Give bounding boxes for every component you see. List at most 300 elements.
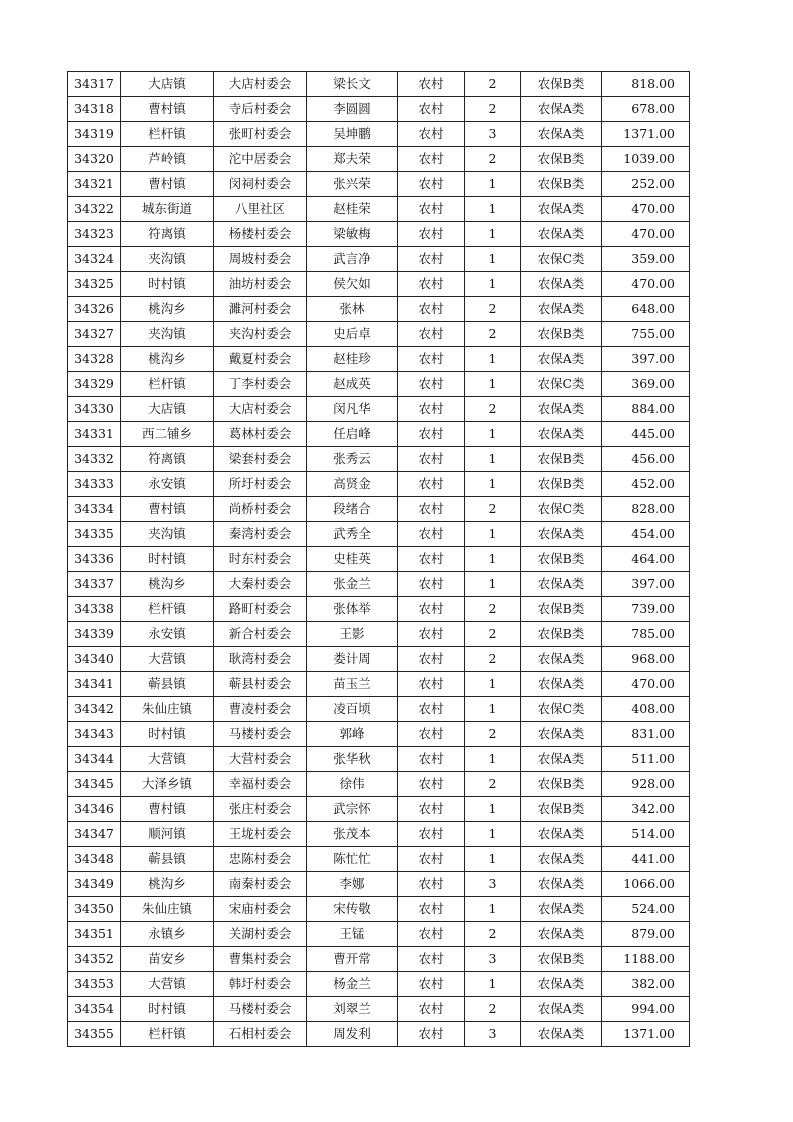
village-cell: 所圩村委会 (214, 472, 307, 497)
people-count-cell: 1 (465, 247, 521, 272)
name-cell: 赵桂珍 (307, 347, 398, 372)
household-type-cell: 农村 (398, 297, 465, 322)
amount-cell: 397.00 (602, 572, 690, 597)
village-cell: 曹凌村委会 (214, 697, 307, 722)
record-id-cell: 34329 (68, 372, 121, 397)
record-id-cell: 34341 (68, 672, 121, 697)
record-id-cell: 34340 (68, 647, 121, 672)
category-cell: 农保B类 (521, 472, 602, 497)
name-cell: 吴坤鹏 (307, 122, 398, 147)
name-cell: 李娜 (307, 872, 398, 897)
record-id-cell: 34345 (68, 772, 121, 797)
household-type-cell: 农村 (398, 322, 465, 347)
table-row (68, 497, 690, 522)
household-type-cell: 农村 (398, 272, 465, 297)
category-cell: 农保C类 (521, 247, 602, 272)
record-id-cell: 34323 (68, 222, 121, 247)
name-cell: 曹开常 (307, 947, 398, 972)
people-count-cell: 1 (465, 572, 521, 597)
category-cell: 农保A类 (521, 672, 602, 697)
category-cell: 农保A类 (521, 97, 602, 122)
people-count-cell: 2 (465, 597, 521, 622)
category-cell: 农保A类 (521, 197, 602, 222)
village-cell: 马楼村委会 (214, 722, 307, 747)
category-cell: 农保A类 (521, 897, 602, 922)
name-cell: 武宗怀 (307, 797, 398, 822)
town-cell: 曹村镇 (121, 97, 214, 122)
people-count-cell: 2 (465, 497, 521, 522)
name-cell: 郑夫荣 (307, 147, 398, 172)
village-cell: 夹沟村委会 (214, 322, 307, 347)
table-row (68, 297, 690, 322)
amount-cell: 1066.00 (602, 872, 690, 897)
table-row (68, 222, 690, 247)
household-type-cell: 农村 (398, 222, 465, 247)
amount-cell: 397.00 (602, 347, 690, 372)
town-cell: 大泽乡镇 (121, 772, 214, 797)
table-row (68, 897, 690, 922)
village-cell: 沱中居委会 (214, 147, 307, 172)
people-count-cell: 3 (465, 872, 521, 897)
name-cell: 张林 (307, 297, 398, 322)
amount-cell: 968.00 (602, 647, 690, 672)
amount-cell: 408.00 (602, 697, 690, 722)
people-count-cell: 2 (465, 297, 521, 322)
village-cell: 寺后村委会 (214, 97, 307, 122)
people-count-cell: 1 (465, 547, 521, 572)
name-cell: 史后卓 (307, 322, 398, 347)
village-cell: 梁套村委会 (214, 447, 307, 472)
village-cell: 大店村委会 (214, 397, 307, 422)
people-count-cell: 2 (465, 397, 521, 422)
record-id-cell: 34338 (68, 597, 121, 622)
record-id-cell: 34353 (68, 972, 121, 997)
table-row (68, 1022, 690, 1047)
name-cell: 段绪合 (307, 497, 398, 522)
table-row (68, 322, 690, 347)
table-row (68, 747, 690, 772)
village-cell: 蕲县村委会 (214, 672, 307, 697)
amount-cell: 524.00 (602, 897, 690, 922)
category-cell: 农保A类 (521, 272, 602, 297)
amount-cell: 755.00 (602, 322, 690, 347)
household-type-cell: 农村 (398, 422, 465, 447)
category-cell: 农保A类 (521, 747, 602, 772)
town-cell: 城东街道 (121, 197, 214, 222)
people-count-cell: 1 (465, 672, 521, 697)
people-count-cell: 2 (465, 147, 521, 172)
table-row (68, 97, 690, 122)
amount-cell: 928.00 (602, 772, 690, 797)
town-cell: 曹村镇 (121, 172, 214, 197)
town-cell: 永镇乡 (121, 922, 214, 947)
town-cell: 栏杆镇 (121, 1022, 214, 1047)
people-count-cell: 1 (465, 747, 521, 772)
record-id-cell: 34352 (68, 947, 121, 972)
village-cell: 油坊村委会 (214, 272, 307, 297)
table-row (68, 922, 690, 947)
record-id-cell: 34325 (68, 272, 121, 297)
town-cell: 夹沟镇 (121, 522, 214, 547)
category-cell: 农保A类 (521, 847, 602, 872)
name-cell: 郭峰 (307, 722, 398, 747)
name-cell: 赵桂荣 (307, 197, 398, 222)
record-id-cell: 34319 (68, 122, 121, 147)
category-cell: 农保B类 (521, 772, 602, 797)
category-cell: 农保A类 (521, 222, 602, 247)
people-count-cell: 2 (465, 922, 521, 947)
town-cell: 大店镇 (121, 72, 214, 97)
town-cell: 朱仙庄镇 (121, 897, 214, 922)
people-count-cell: 1 (465, 372, 521, 397)
table-row (68, 197, 690, 222)
record-id-cell: 34320 (68, 147, 121, 172)
category-cell: 农保B类 (521, 947, 602, 972)
table-row (68, 472, 690, 497)
household-type-cell: 农村 (398, 1022, 465, 1047)
table-row (68, 272, 690, 297)
village-cell: 忠陈村委会 (214, 847, 307, 872)
town-cell: 时村镇 (121, 272, 214, 297)
name-cell: 张金兰 (307, 572, 398, 597)
record-id-cell: 34336 (68, 547, 121, 572)
name-cell: 李圆圆 (307, 97, 398, 122)
amount-cell: 831.00 (602, 722, 690, 747)
household-type-cell: 农村 (398, 947, 465, 972)
town-cell: 曹村镇 (121, 797, 214, 822)
name-cell: 杨金兰 (307, 972, 398, 997)
village-cell: 宋庙村委会 (214, 897, 307, 922)
table-row (68, 697, 690, 722)
record-id-cell: 34318 (68, 97, 121, 122)
household-type-cell: 农村 (398, 547, 465, 572)
amount-cell: 445.00 (602, 422, 690, 447)
town-cell: 蕲县镇 (121, 847, 214, 872)
household-type-cell: 农村 (398, 347, 465, 372)
village-cell: 时东村委会 (214, 547, 307, 572)
amount-cell: 470.00 (602, 222, 690, 247)
people-count-cell: 3 (465, 947, 521, 972)
town-cell: 永安镇 (121, 472, 214, 497)
village-cell: 大秦村委会 (214, 572, 307, 597)
village-cell: 南秦村委会 (214, 872, 307, 897)
village-cell: 关湖村委会 (214, 922, 307, 947)
amount-cell: 464.00 (602, 547, 690, 572)
amount-cell: 678.00 (602, 97, 690, 122)
household-type-cell: 农村 (398, 897, 465, 922)
record-id-cell: 34339 (68, 622, 121, 647)
village-cell: 大店村委会 (214, 72, 307, 97)
table-row (68, 822, 690, 847)
people-count-cell: 1 (465, 847, 521, 872)
category-cell: 农保B类 (521, 797, 602, 822)
category-cell: 农保A类 (521, 297, 602, 322)
people-count-cell: 1 (465, 522, 521, 547)
town-cell: 夹沟镇 (121, 247, 214, 272)
town-cell: 时村镇 (121, 997, 214, 1022)
category-cell: 农保A类 (521, 397, 602, 422)
name-cell: 张秀云 (307, 447, 398, 472)
town-cell: 夹沟镇 (121, 322, 214, 347)
table-row (68, 972, 690, 997)
name-cell: 宋传敬 (307, 897, 398, 922)
category-cell: 农保B类 (521, 547, 602, 572)
town-cell: 大营镇 (121, 747, 214, 772)
people-count-cell: 1 (465, 697, 521, 722)
table-row (68, 772, 690, 797)
village-cell: 闵祠村委会 (214, 172, 307, 197)
name-cell: 陈忙忙 (307, 847, 398, 872)
household-type-cell: 农村 (398, 447, 465, 472)
amount-cell: 994.00 (602, 997, 690, 1022)
household-type-cell: 农村 (398, 497, 465, 522)
town-cell: 曹村镇 (121, 497, 214, 522)
table-row (68, 347, 690, 372)
name-cell: 徐伟 (307, 772, 398, 797)
people-count-cell: 1 (465, 447, 521, 472)
village-cell: 马楼村委会 (214, 997, 307, 1022)
benefit-table (67, 71, 690, 1047)
people-count-cell: 2 (465, 772, 521, 797)
name-cell: 武言净 (307, 247, 398, 272)
table-row (68, 147, 690, 172)
household-type-cell: 农村 (398, 472, 465, 497)
table-row (68, 647, 690, 672)
village-cell: 葛林村委会 (214, 422, 307, 447)
category-cell: 农保B类 (521, 147, 602, 172)
village-cell: 张庄村委会 (214, 797, 307, 822)
record-id-cell: 34355 (68, 1022, 121, 1047)
table-row (68, 422, 690, 447)
people-count-cell: 3 (465, 122, 521, 147)
record-id-cell: 34322 (68, 197, 121, 222)
name-cell: 任启峰 (307, 422, 398, 447)
name-cell: 王锰 (307, 922, 398, 947)
category-cell: 农保C类 (521, 497, 602, 522)
people-count-cell: 2 (465, 97, 521, 122)
people-count-cell: 1 (465, 197, 521, 222)
household-type-cell: 农村 (398, 772, 465, 797)
table-row (68, 372, 690, 397)
village-cell: 王垅村委会 (214, 822, 307, 847)
amount-cell: 1371.00 (602, 122, 690, 147)
household-type-cell: 农村 (398, 722, 465, 747)
village-cell: 丁李村委会 (214, 372, 307, 397)
village-cell: 耿湾村委会 (214, 647, 307, 672)
category-cell: 农保A类 (521, 422, 602, 447)
record-id-cell: 34334 (68, 497, 121, 522)
table-row (68, 997, 690, 1022)
people-count-cell: 2 (465, 722, 521, 747)
table-row (68, 447, 690, 472)
category-cell: 农保B类 (521, 172, 602, 197)
household-type-cell: 农村 (398, 697, 465, 722)
record-id-cell: 34333 (68, 472, 121, 497)
village-cell: 秦湾村委会 (214, 522, 307, 547)
village-cell: 韩圩村委会 (214, 972, 307, 997)
household-type-cell: 农村 (398, 672, 465, 697)
village-cell: 路町村委会 (214, 597, 307, 622)
village-cell: 八里社区 (214, 197, 307, 222)
record-id-cell: 34347 (68, 822, 121, 847)
household-type-cell: 农村 (398, 572, 465, 597)
household-type-cell: 农村 (398, 797, 465, 822)
category-cell: 农保A类 (521, 522, 602, 547)
name-cell: 张华秋 (307, 747, 398, 772)
category-cell: 农保A类 (521, 347, 602, 372)
record-id-cell: 34343 (68, 722, 121, 747)
category-cell: 农保B类 (521, 597, 602, 622)
amount-cell: 454.00 (602, 522, 690, 547)
amount-cell: 342.00 (602, 797, 690, 822)
amount-cell: 470.00 (602, 197, 690, 222)
record-id-cell: 34348 (68, 847, 121, 872)
amount-cell: 382.00 (602, 972, 690, 997)
record-id-cell: 34326 (68, 297, 121, 322)
village-cell: 新合村委会 (214, 622, 307, 647)
town-cell: 苗安乡 (121, 947, 214, 972)
record-id-cell: 34351 (68, 922, 121, 947)
category-cell: 农保C类 (521, 372, 602, 397)
household-type-cell: 农村 (398, 972, 465, 997)
name-cell: 张兴荣 (307, 172, 398, 197)
table-row (68, 247, 690, 272)
name-cell: 梁长文 (307, 72, 398, 97)
category-cell: 农保A类 (521, 972, 602, 997)
people-count-cell: 2 (465, 647, 521, 672)
household-type-cell: 农村 (398, 97, 465, 122)
village-cell: 戴夏村委会 (214, 347, 307, 372)
category-cell: 农保C类 (521, 697, 602, 722)
household-type-cell: 农村 (398, 122, 465, 147)
amount-cell: 1371.00 (602, 1022, 690, 1047)
household-type-cell: 农村 (398, 147, 465, 172)
category-cell: 农保B类 (521, 622, 602, 647)
table-row (68, 122, 690, 147)
name-cell: 刘翠兰 (307, 997, 398, 1022)
table-row (68, 547, 690, 572)
amount-cell: 1039.00 (602, 147, 690, 172)
record-id-cell: 34321 (68, 172, 121, 197)
village-cell: 杨楼村委会 (214, 222, 307, 247)
amount-cell: 359.00 (602, 247, 690, 272)
record-id-cell: 34346 (68, 797, 121, 822)
table-row (68, 522, 690, 547)
household-type-cell: 农村 (398, 647, 465, 672)
name-cell: 苗玉兰 (307, 672, 398, 697)
people-count-cell: 3 (465, 1022, 521, 1047)
table-row (68, 797, 690, 822)
category-cell: 农保A类 (521, 1022, 602, 1047)
people-count-cell: 2 (465, 322, 521, 347)
household-type-cell: 农村 (398, 822, 465, 847)
amount-cell: 1188.00 (602, 947, 690, 972)
household-type-cell: 农村 (398, 397, 465, 422)
category-cell: 农保A类 (521, 647, 602, 672)
category-cell: 农保A类 (521, 872, 602, 897)
people-count-cell: 1 (465, 897, 521, 922)
table-row (68, 572, 690, 597)
category-cell: 农保B类 (521, 322, 602, 347)
household-type-cell: 农村 (398, 372, 465, 397)
amount-cell: 456.00 (602, 447, 690, 472)
amount-cell: 648.00 (602, 297, 690, 322)
town-cell: 大营镇 (121, 647, 214, 672)
table-row (68, 947, 690, 972)
household-type-cell: 农村 (398, 622, 465, 647)
name-cell: 高贤金 (307, 472, 398, 497)
record-id-cell: 34330 (68, 397, 121, 422)
table-row (68, 172, 690, 197)
town-cell: 时村镇 (121, 547, 214, 572)
household-type-cell: 农村 (398, 922, 465, 947)
amount-cell: 470.00 (602, 672, 690, 697)
people-count-cell: 1 (465, 972, 521, 997)
category-cell: 农保B类 (521, 72, 602, 97)
town-cell: 桃沟乡 (121, 347, 214, 372)
town-cell: 符离镇 (121, 222, 214, 247)
category-cell: 农保A类 (521, 122, 602, 147)
record-id-cell: 34342 (68, 697, 121, 722)
record-id-cell: 34337 (68, 572, 121, 597)
people-count-cell: 1 (465, 797, 521, 822)
village-cell: 周坡村委会 (214, 247, 307, 272)
town-cell: 蕲县镇 (121, 672, 214, 697)
amount-cell: 828.00 (602, 497, 690, 522)
household-type-cell: 农村 (398, 997, 465, 1022)
village-cell: 大营村委会 (214, 747, 307, 772)
record-id-cell: 34344 (68, 747, 121, 772)
town-cell: 大营镇 (121, 972, 214, 997)
town-cell: 桃沟乡 (121, 872, 214, 897)
town-cell: 永安镇 (121, 622, 214, 647)
people-count-cell: 1 (465, 822, 521, 847)
town-cell: 西二铺乡 (121, 422, 214, 447)
name-cell: 赵成英 (307, 372, 398, 397)
record-id-cell: 34354 (68, 997, 121, 1022)
amount-cell: 470.00 (602, 272, 690, 297)
town-cell: 桃沟乡 (121, 572, 214, 597)
town-cell: 栏杆镇 (121, 372, 214, 397)
table-row (68, 722, 690, 747)
record-id-cell: 34350 (68, 897, 121, 922)
amount-cell: 879.00 (602, 922, 690, 947)
name-cell: 周发利 (307, 1022, 398, 1047)
name-cell: 侯欠如 (307, 272, 398, 297)
household-type-cell: 农村 (398, 597, 465, 622)
name-cell: 梁敏梅 (307, 222, 398, 247)
household-type-cell: 农村 (398, 847, 465, 872)
people-count-cell: 1 (465, 172, 521, 197)
household-type-cell: 农村 (398, 72, 465, 97)
table-row (68, 397, 690, 422)
town-cell: 桃沟乡 (121, 297, 214, 322)
table-row (68, 847, 690, 872)
village-cell: 濉河村委会 (214, 297, 307, 322)
people-count-cell: 2 (465, 72, 521, 97)
household-type-cell: 农村 (398, 522, 465, 547)
name-cell: 史桂英 (307, 547, 398, 572)
category-cell: 农保A类 (521, 922, 602, 947)
town-cell: 芦岭镇 (121, 147, 214, 172)
amount-cell: 514.00 (602, 822, 690, 847)
town-cell: 栏杆镇 (121, 122, 214, 147)
village-cell: 尚桥村委会 (214, 497, 307, 522)
record-id-cell: 34335 (68, 522, 121, 547)
household-type-cell: 农村 (398, 247, 465, 272)
name-cell: 张体举 (307, 597, 398, 622)
name-cell: 娄计周 (307, 647, 398, 672)
